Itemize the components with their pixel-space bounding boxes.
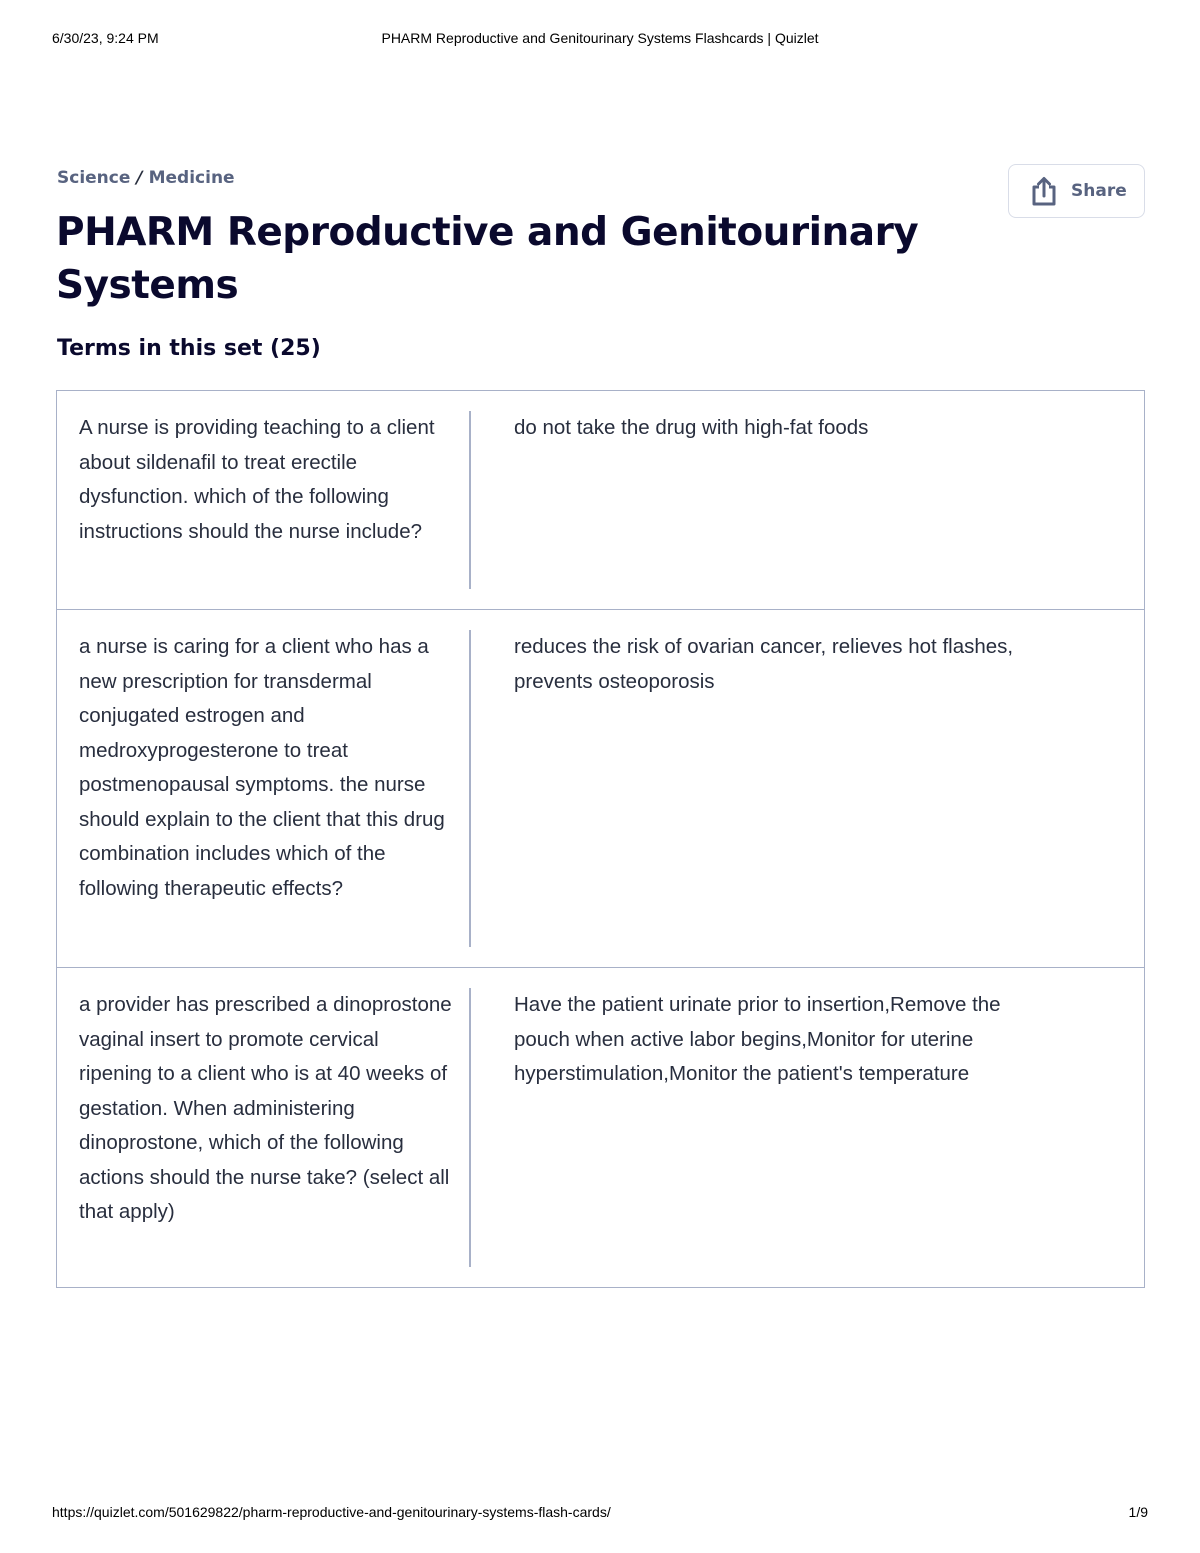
- term-row: [57, 391, 1144, 609]
- breadcrumb: [57, 168, 235, 188]
- definition-text: Have the patient urinate prior to insertion,Remove the pouch when active labor begins,Monitor for uterine hyperstimulation,Monitor the patient's temperature: [514, 993, 1001, 1085]
- share-icon: [1031, 176, 1057, 206]
- print-url: https://quizlet.com/501629822/pharm-reproductive-and-genitourinary-systems-flash-cards/: [52, 1504, 611, 1520]
- print-header: [52, 30, 1148, 50]
- share-label: Share: [1071, 181, 1127, 201]
- breadcrumb-subcategory-link[interactable]: Medicine: [148, 168, 235, 188]
- terms-heading: Terms in this set (25): [57, 336, 321, 361]
- definition-text: reduces the risk of ovarian cancer, relieves hot flashes, prevents osteoporosis: [514, 635, 1014, 693]
- print-document-title: PHARM Reproductive and Genitourinary Systems Flashcards | Quizlet: [381, 30, 819, 46]
- term-row: [57, 967, 1144, 1287]
- breadcrumb-separator: /: [134, 168, 145, 188]
- page-title: PHARM Reproductive and Genitourinary Systems: [56, 210, 919, 308]
- term-text: a nurse is caring for a client who has a new prescription for transdermal conjugated estrogen and medroxyprogesterone to treat postmenopausal symptoms. the nurse should explain to the client that this drug combination includes which of the following therapeutic effects?: [57, 630, 471, 947]
- print-footer: [52, 1504, 1148, 1524]
- terms-table: [56, 390, 1145, 1288]
- page-number: 1/9: [1128, 1504, 1148, 1520]
- share-button[interactable]: [1008, 164, 1145, 218]
- print-datetime: 6/30/23, 9:24 PM: [52, 30, 159, 46]
- definition-text: do not take the drug with high-fat foods: [514, 416, 869, 439]
- term-row: [57, 609, 1144, 967]
- term-text: A nurse is providing teaching to a client about sildenafil to treat erectile dysfunction. which of the following instructions should the nurse include?: [57, 411, 471, 589]
- breadcrumb-category-link[interactable]: Science: [57, 168, 131, 188]
- term-text: a provider has prescribed a dinoprostone vaginal insert to promote cervical ripening to a client who is at 40 weeks of gestation. When administering dinoprostone, which of the following actions should the nurse take? (select all that apply): [57, 988, 471, 1267]
